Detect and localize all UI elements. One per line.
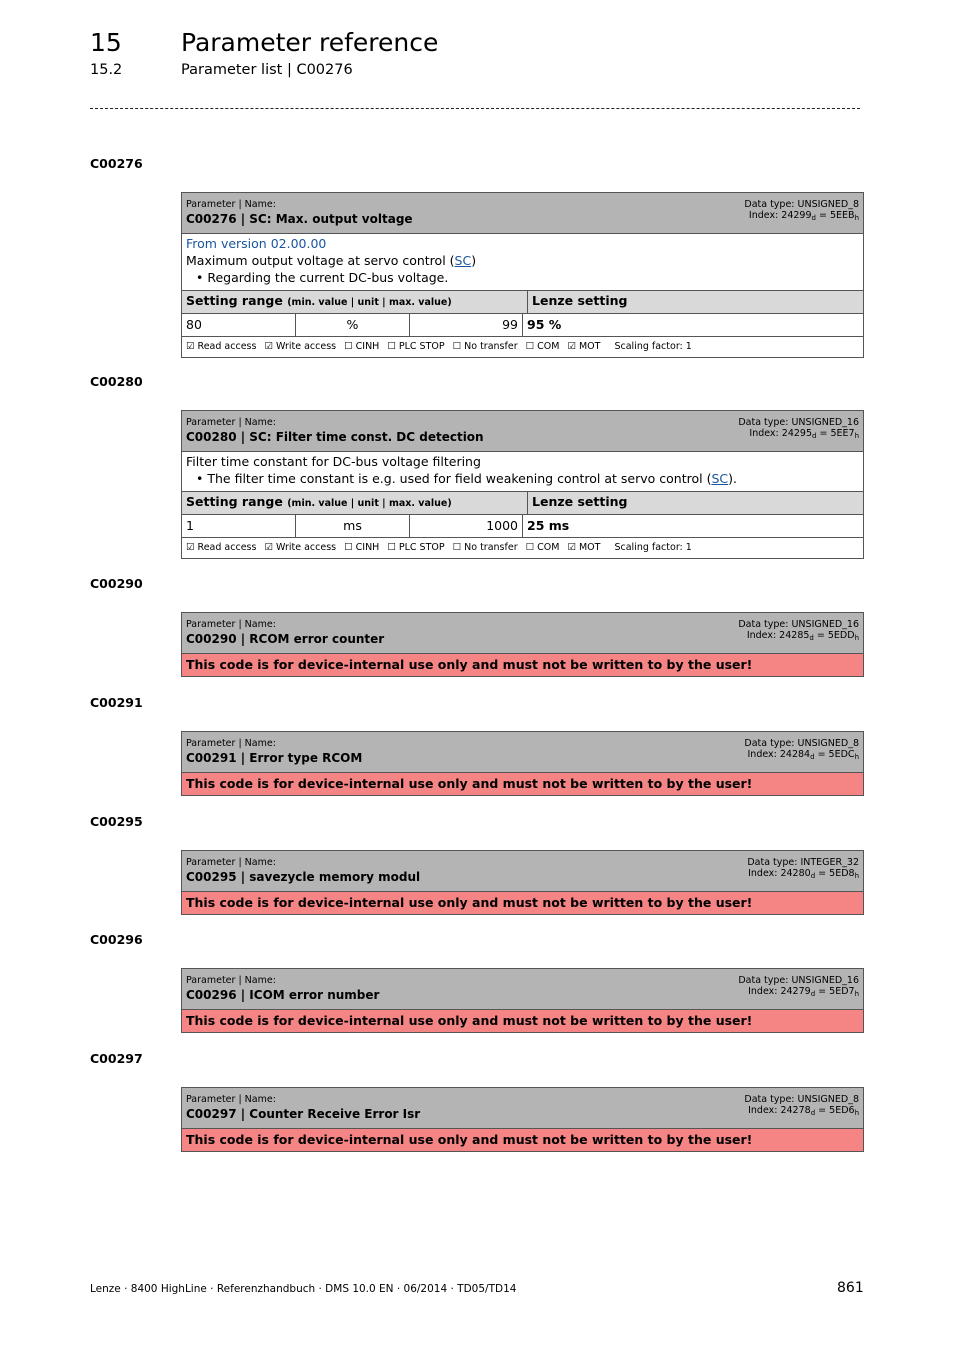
parameter-header — [182, 732, 863, 773]
parameter-title: C00290 | RCOM error counter — [186, 632, 385, 646]
parameter-heading: C00296 — [90, 932, 143, 947]
parameter-index: Index: $24285_d = 5EDD_h$ — [746, 630, 859, 642]
mot-flag: ☑ MOT — [567, 341, 601, 352]
lenze-setting-label: Lenze setting — [532, 293, 628, 308]
parameter-index: Index: $24299_d = 5EEB_h$ — [748, 210, 859, 222]
parameter-heading: C00291 — [90, 695, 143, 710]
scaling-factor: Scaling factor: 1 — [614, 341, 692, 352]
page-number: 861 — [837, 1280, 864, 1296]
parameter-heading: C00290 — [90, 576, 143, 591]
parameter-description — [182, 452, 863, 492]
parameter-table — [181, 968, 864, 1033]
no-transfer-flag: ☐ No transfer — [452, 542, 518, 553]
lenze-setting-label: Lenze setting — [532, 494, 628, 509]
parameter-header — [182, 613, 863, 654]
parameter-index: Index: $24279_d = 5ED7_h$ — [748, 986, 859, 998]
min-value: 80 — [182, 314, 296, 336]
parameter-index: Index: $24295_d = 5EE7_h$ — [749, 428, 859, 440]
parameter-table — [181, 731, 864, 796]
access-flags — [182, 337, 863, 357]
parameter-name-label: Parameter | Name: — [186, 857, 276, 868]
section-number: 15.2 — [90, 62, 123, 78]
setting-range-row — [182, 515, 863, 538]
internal-use-warning: This code is for device-internal use only and must not be written to by the user! — [182, 1010, 863, 1032]
parameter-description — [182, 234, 863, 291]
parameter-title: C00297 | Counter Receive Error Isr — [186, 1107, 421, 1121]
parameter-title: C00291 | Error type RCOM — [186, 751, 363, 765]
min-value: 1 — [182, 515, 296, 537]
sc-link[interactable]: SC — [454, 253, 472, 268]
plc-stop-flag: ☐ PLC STOP — [387, 542, 445, 553]
data-type: Data type: INTEGER_32 — [747, 857, 859, 868]
write-access-flag: ☑ Write access — [264, 542, 337, 553]
parameter-index: Index: $24280_d = 5ED8_h$ — [748, 868, 859, 880]
parameter-index: Index: $24278_d = 5ED6_h$ — [748, 1105, 859, 1117]
max-value: 1000 — [410, 515, 523, 537]
parameter-table — [181, 410, 864, 559]
access-flags — [182, 538, 863, 558]
parameter-name-label: Parameter | Name: — [186, 199, 276, 210]
description-bullet: • Regarding the current DC-bus voltage. — [196, 270, 449, 285]
parameter-header — [182, 851, 863, 892]
no-transfer-flag: ☐ No transfer — [452, 341, 518, 352]
write-access-flag: ☑ Write access — [264, 341, 337, 352]
setting-range-row — [182, 314, 863, 337]
sc-link[interactable]: SC — [711, 471, 729, 486]
data-type: Data type: UNSIGNED_8 — [744, 738, 859, 749]
data-type: Data type: UNSIGNED_16 — [738, 975, 859, 986]
description-text: Filter time constant for DC-bus voltage filtering — [186, 454, 481, 469]
cinh-flag: ☐ CINH — [344, 542, 380, 553]
footer-text: Lenze · 8400 HighLine · Referenzhandbuch · DMS 10.0 EN · 06/2014 · TD05/TD14 — [90, 1283, 517, 1295]
setting-range-label: Setting range (min. value | unit | max. value) — [182, 492, 528, 514]
parameter-name-label: Parameter | Name: — [186, 619, 276, 630]
parameter-table — [181, 192, 864, 358]
internal-use-warning: This code is for device-internal use only and must not be written to by the user! — [182, 892, 863, 914]
data-type: Data type: UNSIGNED_16 — [738, 417, 859, 428]
cinh-flag: ☐ CINH — [344, 341, 380, 352]
unit-value: % — [296, 314, 410, 336]
scaling-factor: Scaling factor: 1 — [614, 542, 692, 553]
parameter-name-label: Parameter | Name: — [186, 1094, 276, 1105]
setting-range-header — [182, 291, 863, 314]
version-note: From version 02.00.00 — [186, 236, 327, 251]
read-access-flag: ☑ Read access — [186, 542, 257, 553]
parameter-header — [182, 969, 863, 1010]
parameter-table — [181, 850, 864, 915]
max-value: 99 — [410, 314, 523, 336]
internal-use-warning: This code is for device-internal use only and must not be written to by the user! — [182, 1129, 863, 1151]
parameter-header — [182, 193, 863, 234]
chapter-title: Parameter reference — [181, 28, 439, 57]
parameter-header — [182, 411, 863, 452]
data-type: Data type: UNSIGNED_8 — [744, 199, 859, 210]
data-type: Data type: UNSIGNED_8 — [744, 1094, 859, 1105]
setting-range-header — [182, 492, 863, 515]
parameter-title: C00295 | savezycle memory modul — [186, 870, 421, 884]
parameter-name-label: Parameter | Name: — [186, 738, 276, 749]
lenze-value: 25 ms — [527, 518, 570, 533]
setting-range-label: Setting range (min. value | unit | max. value) — [182, 291, 528, 313]
internal-use-warning: This code is for device-internal use only and must not be written to by the user! — [182, 654, 863, 676]
mot-flag: ☑ MOT — [567, 542, 601, 553]
lenze-value: 95 % — [527, 317, 562, 332]
parameter-index: Index: $24284_d = 5EDC_h$ — [747, 749, 859, 761]
parameter-table — [181, 612, 864, 677]
internal-use-warning: This code is for device-internal use only and must not be written to by the user! — [182, 773, 863, 795]
description-text: Maximum output voltage at servo control (SC) — [186, 253, 477, 268]
parameter-heading: C00295 — [90, 814, 143, 829]
chapter-number: 15 — [90, 28, 122, 57]
parameter-heading: C00276 — [90, 156, 143, 171]
com-flag: ☐ COM — [525, 341, 560, 352]
parameter-title: C00296 | ICOM error number — [186, 988, 380, 1002]
parameter-name-label: Parameter | Name: — [186, 975, 276, 986]
read-access-flag: ☑ Read access — [186, 341, 257, 352]
section-title: Parameter list | C00276 — [181, 62, 353, 78]
parameter-header — [182, 1088, 863, 1129]
unit-value: ms — [296, 515, 410, 537]
data-type: Data type: UNSIGNED_16 — [738, 619, 859, 630]
parameter-heading: C00280 — [90, 374, 143, 389]
parameter-table — [181, 1087, 864, 1152]
parameter-title: C00276 | SC: Max. output voltage — [186, 212, 413, 226]
parameter-title: C00280 | SC: Filter time const. DC detection — [186, 430, 484, 444]
com-flag: ☐ COM — [525, 542, 560, 553]
parameter-heading: C00297 — [90, 1051, 143, 1066]
parameter-name-label: Parameter | Name: — [186, 417, 276, 428]
description-bullet: • The filter time constant is e.g. used for field weakening control at servo control (SC). — [196, 471, 737, 486]
header-divider — [90, 108, 860, 109]
plc-stop-flag: ☐ PLC STOP — [387, 341, 445, 352]
